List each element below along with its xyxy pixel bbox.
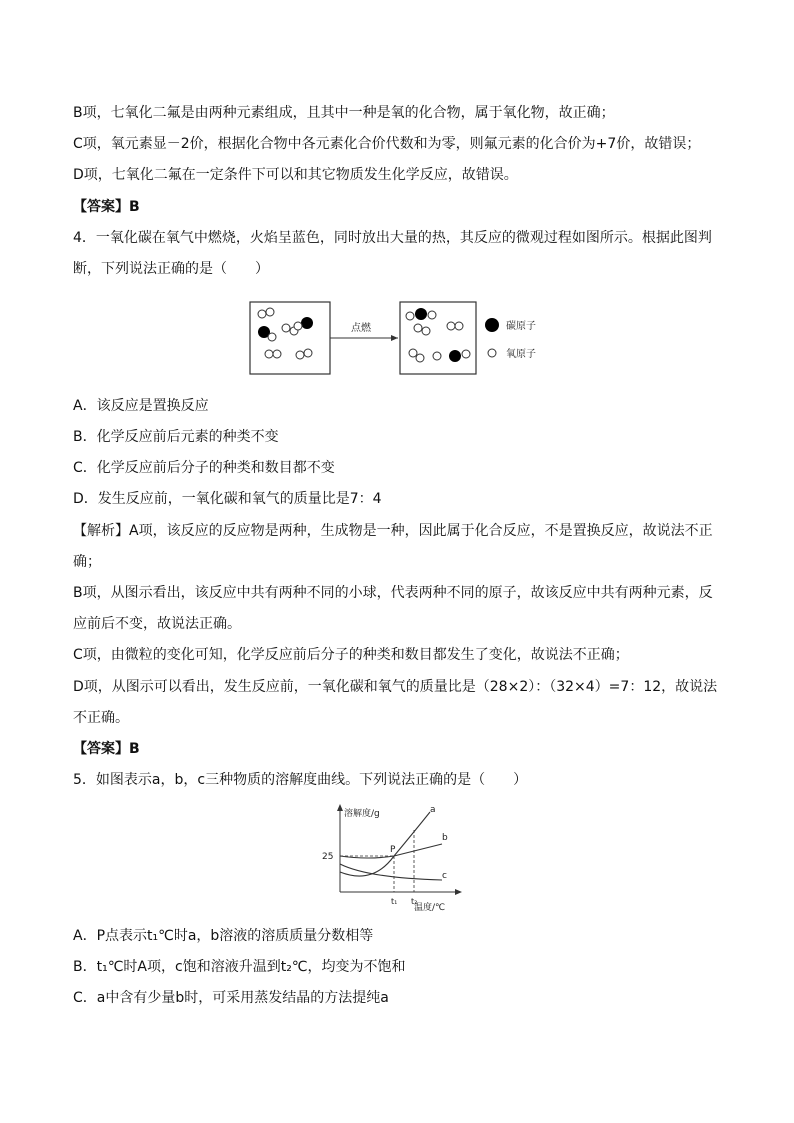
y-axis-label: 溶解度/g (344, 809, 380, 819)
t2-label: t₂ (411, 897, 418, 906)
question-4-line-1: 4．一氧化碳在氧气中燃烧，火焰呈蓝色，同时放出大量的热，其反应的微观过程如图所示。根据此图判 (73, 230, 712, 246)
question-5: 5．如图表示a，b，c三种物质的溶解度曲线。下列说法正确的是（ ） (73, 772, 528, 788)
curve-c-label: c (442, 871, 447, 881)
solubility-diagram (318, 800, 468, 915)
answer-3: 【答案】B (73, 199, 140, 215)
line-c-option-explain: C项，氧元素显－2价，根据化合物中各元素化合价代数和为零，则氟元素的化合价为+7价，故错误； (73, 136, 701, 152)
reaction-diagram (248, 298, 578, 380)
oxygen-atom-legend-icon (488, 349, 496, 357)
curve-a-label: a (430, 805, 436, 815)
y-tick-25: 25 (322, 852, 334, 862)
analysis-line-2: 确； (73, 554, 101, 570)
legend-oxygen-label: 氧原子 (506, 349, 536, 360)
carbon-atom-legend-icon (485, 318, 499, 332)
q4-option-c: C．化学反应前后分子的种类和数目都不变 (73, 460, 335, 476)
line-b-option-explain: B项，七氧化二氟是由两种元素组成，且其中一种是氧的化合物，属于氧化物，故正确； (73, 105, 615, 121)
answer-4: 【答案】B (73, 741, 140, 757)
analysis-line-7: 不正确。 (73, 710, 129, 726)
q4-option-a: A．该反应是置换反应 (73, 398, 209, 414)
analysis-line-6: D项，从图示可以看出，发生反应前，一氧化碳和氧气的质量比是（28×2）：（32×4）=7：12，故说法 (73, 679, 718, 695)
question-4-line-2: 断，下列说法正确的是（ ） (73, 261, 269, 277)
analysis-line-3: B项，从图示看出，该反应中共有两种不同的小球，代表两种不同的原子，故该反应中共有两种元素，反 (73, 585, 713, 601)
curve-c (340, 864, 442, 880)
q5-option-a: A．P点表示t₁℃时a，b溶液的溶质质量分数相等 (73, 928, 374, 944)
t1-label: t₁ (391, 897, 398, 906)
q4-option-b: B．化学反应前后元素的种类不变 (73, 429, 279, 445)
analysis-line-4: 应前后不变，故说法正确。 (73, 616, 241, 632)
curve-b-label: b (442, 833, 448, 843)
arrow-label: 点燃 (351, 323, 371, 334)
q5-option-c: C．a中含有少量b时，可采用蒸发结晶的方法提纯a (73, 990, 389, 1006)
point-p-label: P (390, 845, 396, 855)
analysis-line-1: 【解析】A项，该反应的反应物是两种，生成物是一种，因此属于化合反应，不是置换反应，故说法不正 (73, 523, 713, 539)
line-d-option-explain: D项，七氧化二氟在一定条件下可以和其它物质发生化学反应，故错误。 (73, 167, 518, 183)
x-axis-label: 温度/℃ (414, 903, 446, 913)
legend-carbon-label: 碳原子 (506, 321, 536, 332)
curve-a (340, 812, 430, 876)
q5-option-b: B．t₁℃时A项，c饱和溶液升温到t₂℃，均变为不饱和 (73, 959, 406, 975)
analysis-line-5: C项，由微粒的变化可知，化学反应前后分子的种类和数目都发生了变化，故说法不正确； (73, 647, 629, 663)
q4-option-d: D．发生反应前，一氧化碳和氧气的质量比是7：4 (73, 491, 382, 507)
